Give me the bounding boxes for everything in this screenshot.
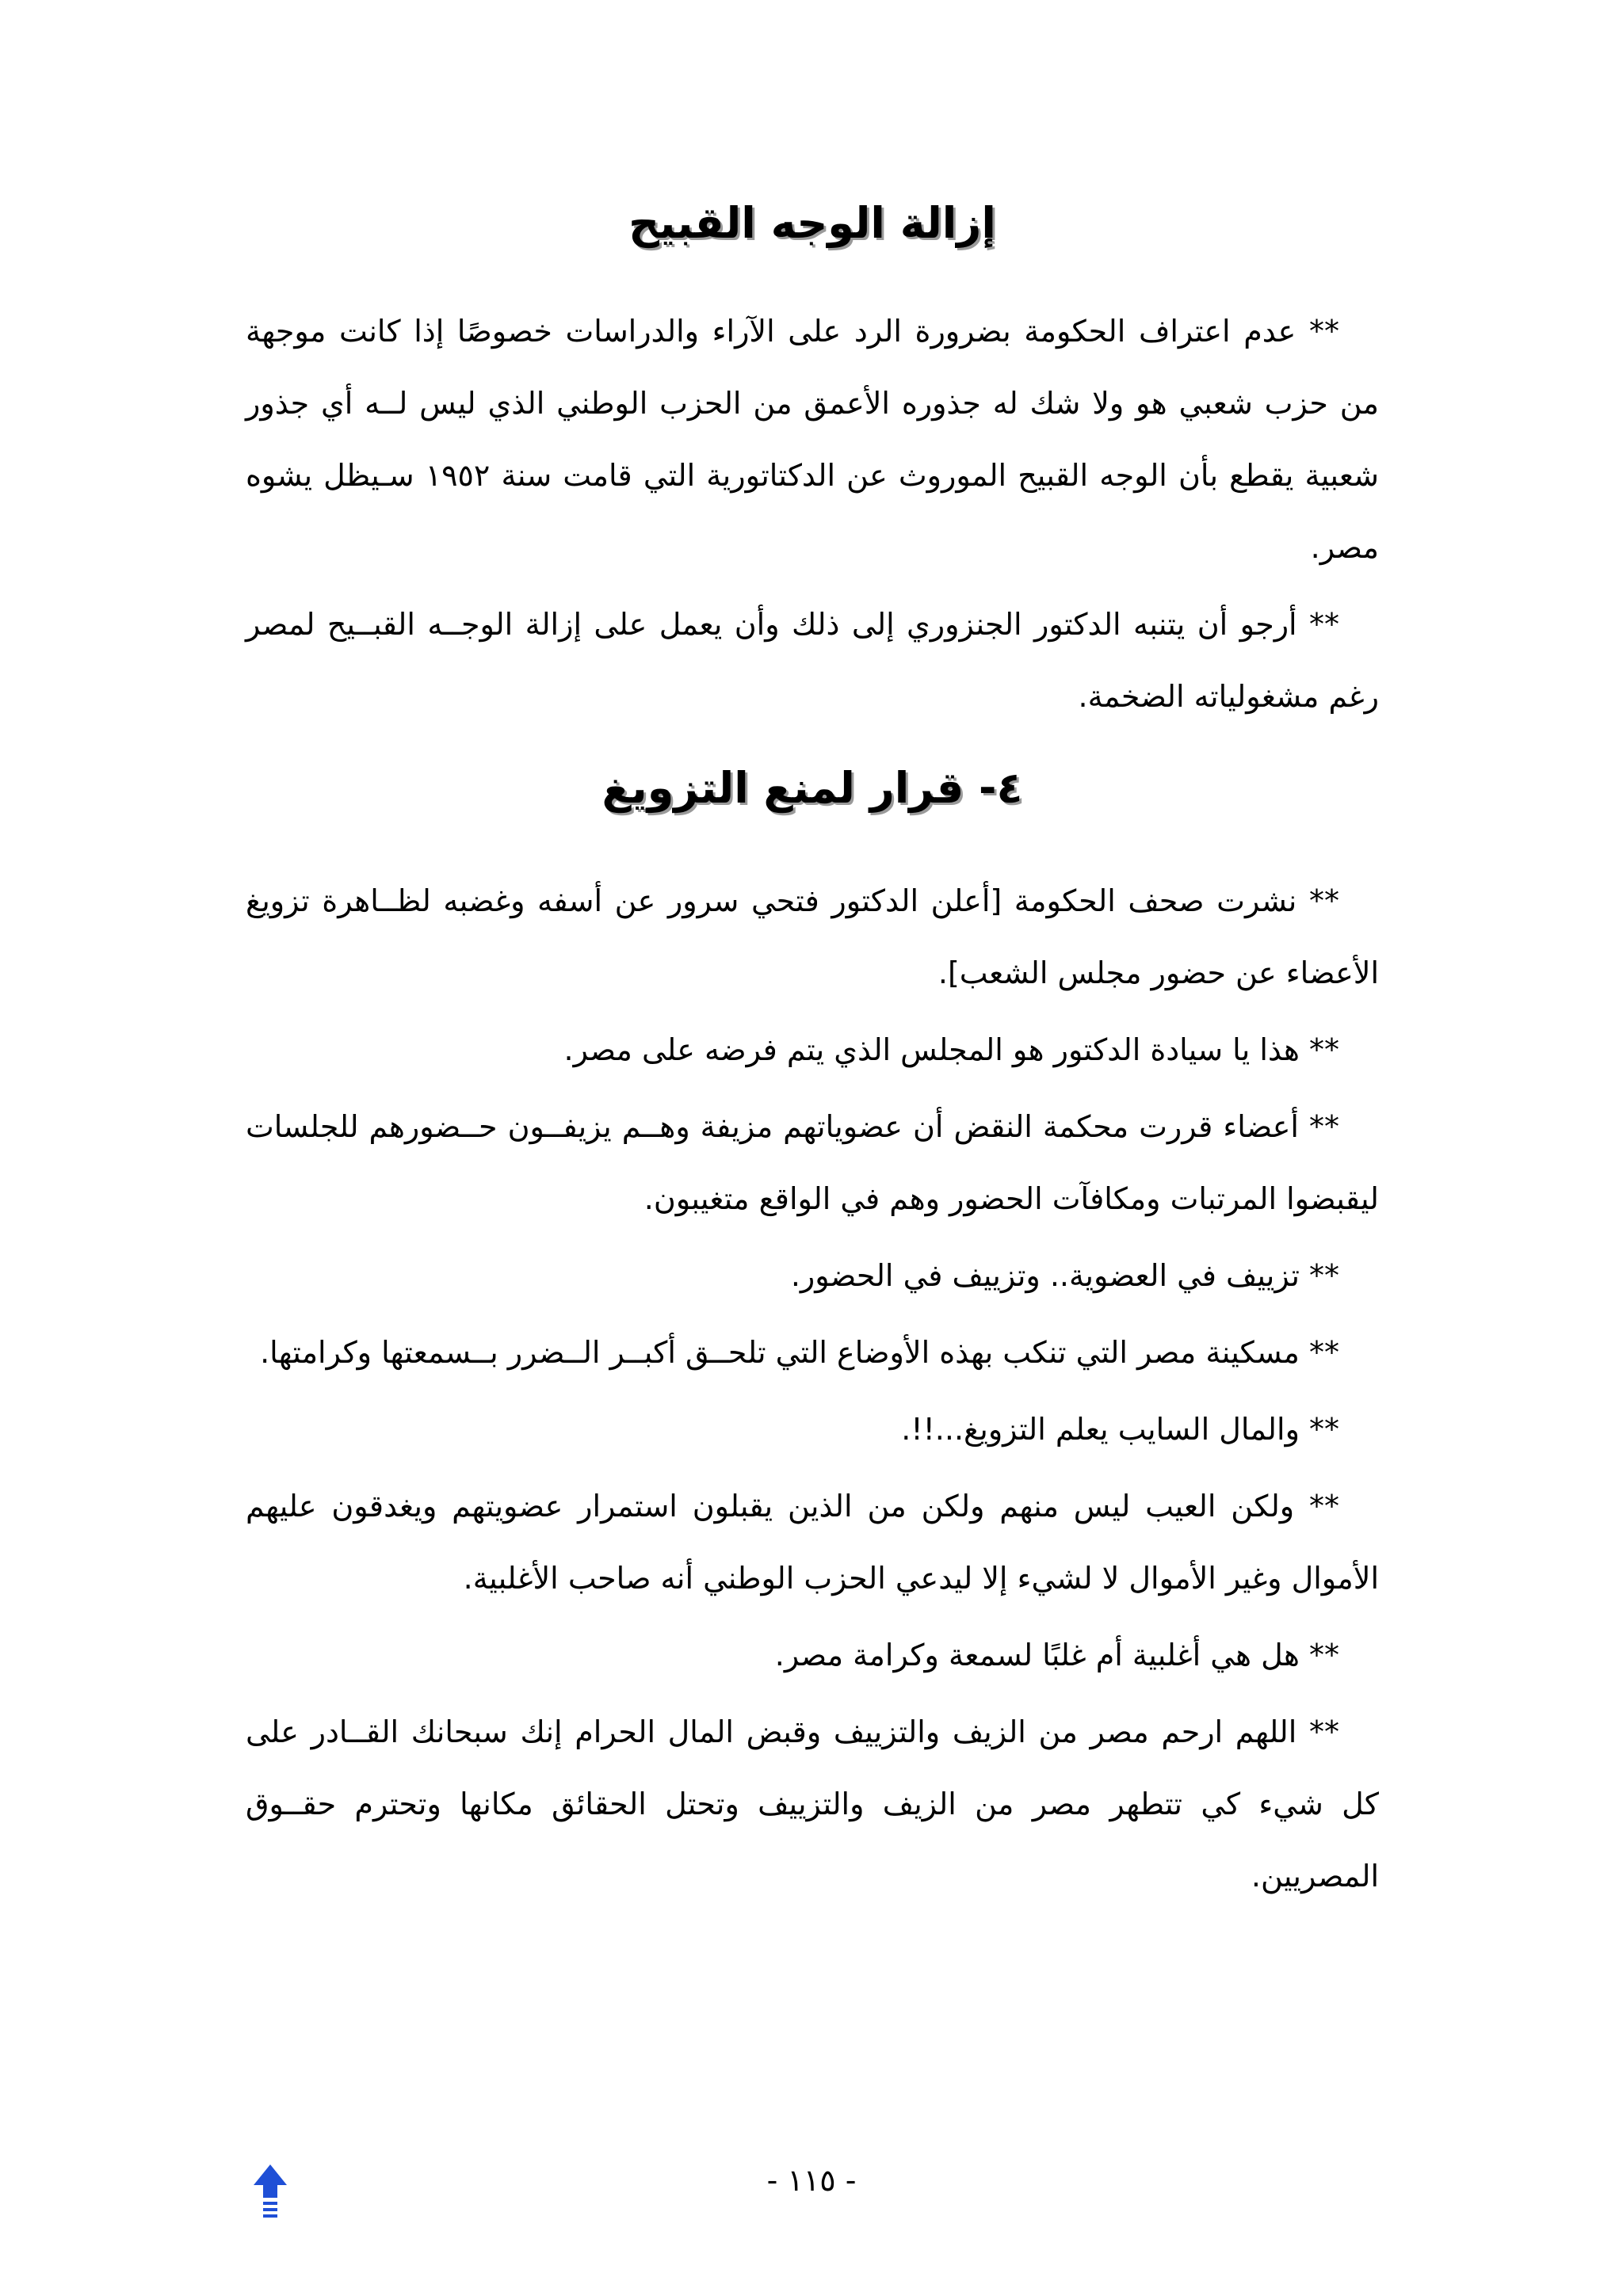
paragraph: ** اللهم ارحم مصر من الزيف والتزييف وقبض المال الحرام إنك سبحانك القــادر على كل شيء كي تتطهر مصر من الزيف والتزييف وتحتل الحقائق مكانها وتحترم حقــوق المصريين. bbox=[246, 1714, 1379, 1894]
paragraph: ** عدم اعتراف الحكومة بضرورة الرد على الآراء والدراسات خصوصًا إذا كانت موجهة من حزب شعبي هو ولا شك له جذوره الأعمق من الحزب الوطني الذي ليس لــه أي جذور شعبية يقطع بأن الوجه القبيح الموروث عن الدكتاتورية التي قامت سنة ١٩٥٢ سـيظل يشوه مصر. bbox=[246, 313, 1379, 565]
paragraph: ** والمال السايب يعلم التزويغ...!!. bbox=[901, 1411, 1339, 1447]
paragraph: ** ولكن العيب ليس منهم ولكن من الذين يقبلون استمرار عضويتهم ويغدقون عليهم الأموال وغير الأموال لا لشيء إلا ليدعي الحزب الوطني أنه صاحب الأغلبية. bbox=[246, 1488, 1379, 1596]
heading-remove-ugly-face: إزالة الوجه القبيح bbox=[628, 198, 996, 248]
heading-decision-prevent-truancy: ٤- قرار لمنع التزويغ bbox=[601, 762, 1023, 813]
paragraph: ** هذا يا سيادة الدكتور هو المجلس الذي يتم فرضه على مصر. bbox=[563, 1032, 1339, 1067]
page-number: - ١١٥ - bbox=[766, 2163, 857, 2198]
paragraph: ** نشرت صحف الحكومة [أعلن الدكتور فتحي سرور عن أسفه وغضبه لظــاهرة تزويغ الأعضاء عن حضور مجلس الشعب]. bbox=[246, 883, 1379, 990]
page-content bbox=[246, 198, 1379, 1917]
paragraph: ** أعضاء قررت محكمة النقض أن عضوياتهم مزيفة وهــم يزيفــون حــضورهم للجلسات ليقبضوا المرتبات ومكافآت الحضور وهم في الواقع متغيبون. bbox=[246, 1108, 1379, 1216]
paragraph: ** مسكينة مصر التي تنكب بهذه الأوضاع التي تلحــق أكبــر الــضرر بــسمعتها وكرامتها. bbox=[260, 1334, 1339, 1370]
paragraph: ** أرجو أن يتنبه الدكتور الجنزوري إلى ذلك وأن يعمل على إزالة الوجــه القبــيح لمصر رغم مشغولياته الضخمة. bbox=[246, 606, 1379, 714]
paragraph: ** تزييف في العضوية.. وتزييف في الحضور. bbox=[790, 1257, 1339, 1293]
paragraph: ** هل هي أغلبية أم غلبًا لسمعة وكرامة مصر. bbox=[774, 1637, 1339, 1672]
